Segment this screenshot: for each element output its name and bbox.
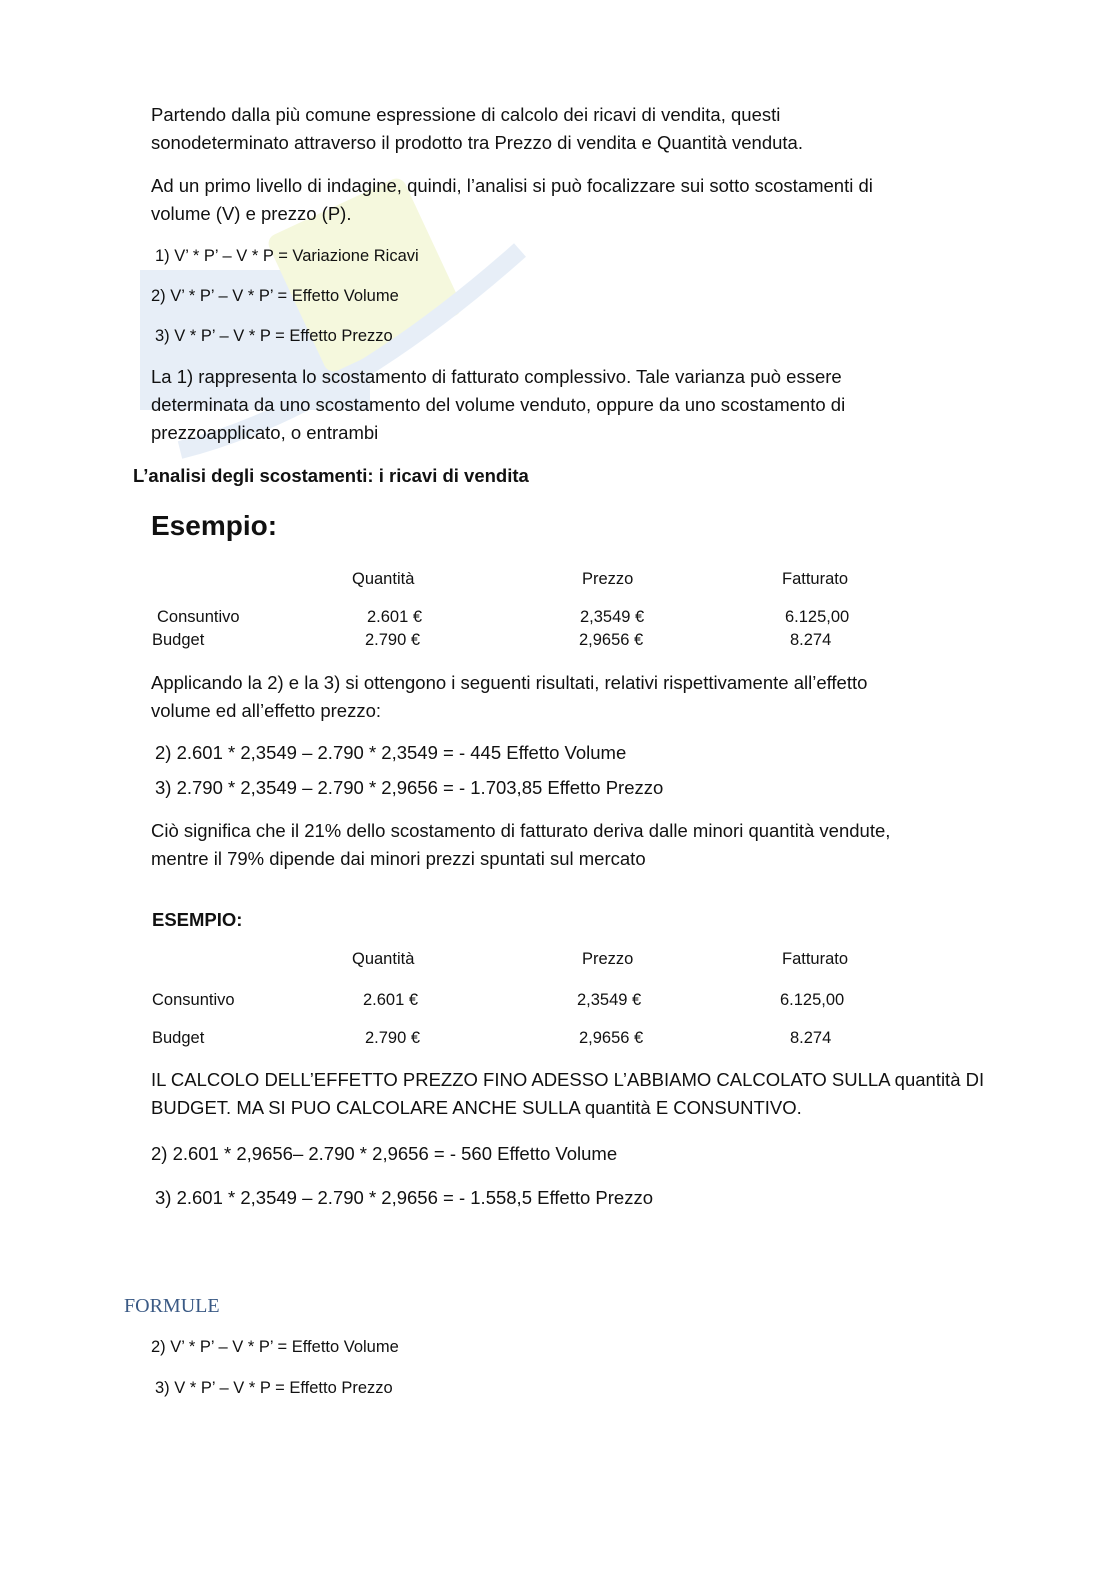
example-text-line: IL CALCOLO DELL’EFFETTO PREZZO FINO ADESSO L’ABBIAMO CALCOLATO SULLA quantità DI <box>151 1069 985 1090</box>
table-cell-quantity: 2.790 € <box>365 631 421 649</box>
intro-paragraph-line: La 1) rappresenta lo scostamento di fatturato complessivo. Tale varianza può essere <box>151 366 842 387</box>
intro-paragraph-line: sonodeterminato attraverso il prodotto tra Prezzo di vendita e Quantità venduta. <box>151 132 803 153</box>
table-row-label: Budget <box>152 631 205 649</box>
formule-heading: FORMULE <box>124 1295 220 1317</box>
formula-line: 1) V’ * P’ – V * P = Variazione Ricavi <box>155 247 419 265</box>
formula-line: 3) V * P’ – V * P = Effetto Prezzo <box>155 1379 393 1397</box>
example-heading: Esempio: <box>151 510 278 541</box>
table-cell-revenue: 8.274 <box>790 631 832 649</box>
table-cell-price: 2,3549 € <box>577 991 642 1009</box>
calculation-line: 2) 2.601 * 2,9656– 2.790 * 2,9656 = - 560 Effetto Volume <box>151 1143 618 1164</box>
intro-paragraph-line: determinata da uno scostamento del volume venduto, oppure da uno scostamento di <box>151 394 846 415</box>
table-cell-quantity: 2.790 € <box>365 1029 421 1047</box>
example-text-line: volume ed all’effetto prezzo: <box>151 700 382 721</box>
example-text-line: Applicando la 2) e la 3) si ottengono i seguenti risultati, relativi rispettivamente all’effetto <box>151 672 868 693</box>
formula-line: 3) V * P’ – V * P = Effetto Prezzo <box>155 327 393 345</box>
formula-line: 2) V’ * P’ – V * P’ = Effetto Volume <box>151 287 399 305</box>
table-cell-price: 2,3549 € <box>580 608 645 626</box>
intro-paragraph-line: Ad un primo livello di indagine, quindi, l’analisi si può focalizzare sui sotto scostamenti di <box>151 175 873 196</box>
calculation-line: 2) 2.601 * 2,3549 – 2.790 * 2,3549 = - 445 Effetto Volume <box>155 742 627 763</box>
section-title: L’analisi degli scostamenti: i ricavi di vendita <box>133 465 529 486</box>
table-header-quantity: Quantità <box>352 570 415 588</box>
table-header-revenue: Fatturato <box>782 570 849 588</box>
formula-line: 2) V’ * P’ – V * P’ = Effetto Volume <box>151 1338 399 1356</box>
table-header-price: Prezzo <box>582 950 634 968</box>
intro-paragraph-line: Partendo dalla più comune espressione di calcolo dei ricavi di vendita, questi <box>151 104 781 125</box>
table-row-label: Budget <box>152 1029 205 1047</box>
example-text-line: BUDGET. MA SI PUO CALCOLARE ANCHE SULLA quantità E CONSUNTIVO. <box>151 1097 802 1118</box>
conclusion-line: Ciò significa che il 21% dello scostamento di fatturato deriva dalle minori quantità vendute, <box>151 820 891 841</box>
intro-paragraph-line: volume (V) e prezzo (P). <box>151 203 352 224</box>
table-cell-revenue: 8.274 <box>790 1029 832 1047</box>
table-cell-revenue: 6.125,00 <box>780 991 845 1009</box>
table-header-quantity: Quantità <box>352 950 415 968</box>
table-cell-price: 2,9656 € <box>579 631 644 649</box>
example-heading: ESEMPIO: <box>152 909 243 930</box>
table-header-revenue: Fatturato <box>782 950 849 968</box>
table-cell-quantity: 2.601 € <box>363 991 419 1009</box>
table-header-price: Prezzo <box>582 570 634 588</box>
table-cell-quantity: 2.601 € <box>367 608 423 626</box>
conclusion-line: mentre il 79% dipende dai minori prezzi spuntati sul mercato <box>151 848 646 869</box>
intro-paragraph-line: prezzoapplicato, o entrambi <box>151 422 379 443</box>
table-cell-revenue: 6.125,00 <box>785 608 850 626</box>
table-cell-price: 2,9656 € <box>579 1029 644 1047</box>
table-row-label: Consuntivo <box>152 991 235 1009</box>
calculation-line: 3) 2.601 * 2,3549 – 2.790 * 2,9656 = - 1.558,5 Effetto Prezzo <box>155 1187 653 1208</box>
calculation-line: 3) 2.790 * 2,3549 – 2.790 * 2,9656 = - 1.703,85 Effetto Prezzo <box>155 777 664 798</box>
table-row-label: Consuntivo <box>157 608 240 626</box>
